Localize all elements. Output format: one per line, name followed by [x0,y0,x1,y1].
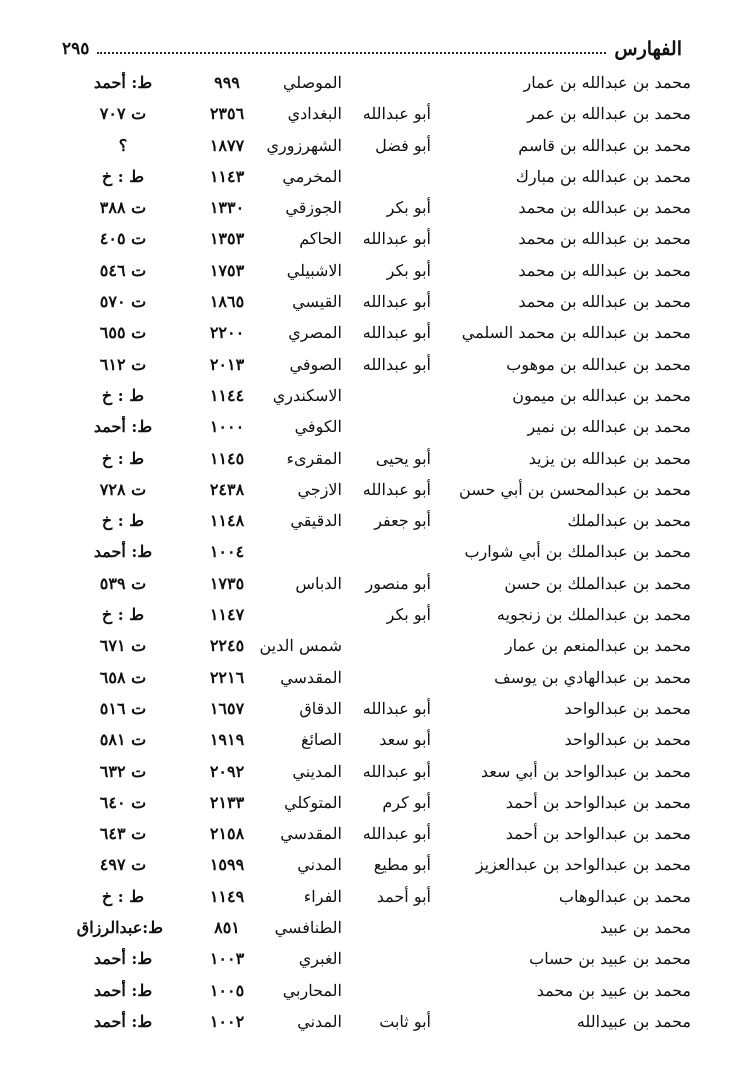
table-row [0,1009,743,1040]
entry-nisba: الطنافسي [274,918,342,938]
entry-nisba: المقدسي [280,667,342,687]
entry-nisba: الجوزقي [285,198,342,218]
entry-note: ط : خ [101,605,145,625]
entry-note: ت ٤٩٧ [99,855,147,875]
entry-note: ت ٤٠٥ [99,229,147,249]
entry-note: ط : خ [101,511,145,531]
table-row [0,195,743,226]
table-row [0,696,743,727]
entry-name: محمد بن عبدالمنعم بن عمار [504,636,691,656]
entry-name: محمد بن عبدالله بن محمد السلمي [461,323,691,343]
entry-kunya: أبو عبدالله [362,354,431,374]
entry-number: ٢٣٥٦ [209,104,245,124]
page-header [62,36,682,62]
table-row [0,915,743,946]
entry-note: ت ٥٤٦ [99,260,147,280]
entry-kunya: أبو ثابت [379,1011,431,1031]
entry-kunya: أبو عبدالله [362,698,431,718]
entry-kunya: أبو يحيى [375,448,431,468]
table-row [0,226,743,257]
entry-number: ١١٤٧ [209,605,245,625]
entry-kunya: أبو عبدالله [362,104,431,124]
entry-note: ط: أحمد [93,542,153,562]
entry-nisba: الدقيقي [290,511,342,531]
entry-note: ت ٥٣٩ [99,573,147,593]
entry-note: ط: أحمد [93,980,153,1000]
entry-note: ط : خ [101,166,145,186]
entry-kunya: أبو كرم [382,792,431,812]
dotted-leader [97,52,606,54]
entry-note: ت ٣٨٨ [99,198,147,218]
table-row [0,508,743,539]
entry-nisba: الاشبيلي [286,260,342,280]
entry-note: ط: أحمد [93,417,153,437]
entry-number: ١٣٥٣ [209,229,245,249]
entry-name: محمد بن عبدالملك بن حسن [504,573,691,593]
entry-name: محمد بن عبيد بن محمد [536,980,691,1000]
entry-number: ٩٩٩ [214,73,240,92]
table-row [0,352,743,383]
entry-note: ت ٥١٦ [99,698,147,718]
entry-nisba: الموصلي [282,73,342,92]
entry-nisba: الشهرزوري [266,135,342,155]
table-row [0,164,743,195]
entry-name: محمد بن عبدالملك [567,511,691,531]
entry-note: ط : خ [101,448,145,468]
entry-note: ؟ [118,135,128,155]
table-row [0,790,743,821]
entry-number: ٢٤٣٨ [209,479,245,499]
table-row [0,978,743,1009]
entry-number: ٢١٥٨ [209,824,245,844]
entry-number: ١٠٠٥ [209,980,245,1000]
entry-kunya: أبو بكر [386,605,431,625]
entry-nisba: المقدسي [280,824,342,844]
entry-number: ١١٤٩ [209,886,245,906]
entry-number: ٢٢٤٥ [209,636,245,656]
entry-kunya: أبو عبدالله [362,323,431,343]
entry-kunya: أبو منصور [365,573,431,593]
entry-note: ت ٦٥٨ [99,667,147,687]
entry-kunya: أبو عبدالله [362,229,431,249]
entry-nisba: الدباس [295,573,342,593]
entry-name: محمد بن عبدالمحسن بن أبي حسن [459,479,691,499]
entry-name: محمد بن عبيد بن حساب [529,949,691,969]
entry-name: محمد بن عبدالله بن ميمون [512,385,691,405]
entry-name: محمد بن عبدالواحد بن أحمد [505,792,691,812]
entry-nisba: المدني [297,1011,342,1031]
entry-kunya: أبو عبدالله [362,824,431,844]
entry-note: ت ٦٤٣ [99,824,147,844]
entry-number: ٨٥١ [214,918,240,938]
entry-number: ١٩١٩ [209,730,245,750]
entry-name: محمد بن عبدالله بن محمد [518,260,691,280]
table-row [0,101,743,132]
entry-nisba: الاسكندري [272,385,342,405]
table-row [0,759,743,790]
entry-number: ٢١٣٣ [209,792,245,812]
entry-number: ١٨٧٧ [209,135,245,155]
entry-number: ١٠٠٣ [209,949,245,969]
entry-name: محمد بن عبيدالله [576,1011,691,1031]
entry-name: محمد بن عبدالله بن محمد [518,292,691,312]
entry-number: ١١٤٨ [209,511,245,531]
entry-nisba: المتوكلي [284,792,342,812]
index-table [0,70,743,1040]
entry-nisba: المدني [297,855,342,875]
page-title: الفهارس [614,38,682,60]
table-row [0,258,743,289]
entry-note: ت ٦٧١ [99,636,147,656]
entry-note: ت ٧٢٨ [99,479,147,499]
entry-nisba: الدقاق [299,698,342,718]
entry-name: محمد بن عبدالوهاب [558,886,691,906]
entry-name: محمد بن عبدالملك بن أبي شوارب [464,542,691,562]
entry-name: محمد بن عبدالله بن قاسم [518,135,691,155]
entry-number: ١٣٣٠ [209,198,245,218]
entry-nisba: المقرىء [286,448,342,468]
entry-note: ت ٦٥٥ [99,323,147,343]
entry-name: محمد بن عبدالهادي بن يوسف [494,667,691,687]
entry-note: ت ٥٨١ [99,730,147,750]
entry-nisba: الفراء [303,886,342,906]
entry-name: محمد بن عبدالله بن محمد [518,198,691,218]
entry-nisba: القيسي [292,292,342,312]
table-row [0,665,743,696]
entry-number: ٢٢١٦ [209,667,245,687]
entry-name: محمد بن عبدالله بن نمير [527,417,691,437]
entry-kunya: أبو أحمد [376,886,431,906]
entry-name: محمد بن عبدالواحد بن أبي سعد [480,761,691,781]
entry-note: ط : خ [101,385,145,405]
entry-kunya: أبو مطيع [373,855,431,875]
table-row [0,477,743,508]
entry-name: محمد بن عبدالله بن موهوب [506,354,691,374]
entry-number: ١١٤٥ [209,448,245,468]
entry-number: ١٧٣٥ [209,573,245,593]
table-row [0,289,743,320]
entry-nisba: الصائغ [300,730,342,750]
entry-note: ط : خ [101,886,145,906]
entry-nisba: المخرمي [282,166,342,186]
entry-note: ط: أحمد [93,949,153,969]
entry-name: محمد بن عبدالله بن عمر [527,104,691,124]
entry-kunya: أبو عبدالله [362,292,431,312]
entry-kunya: أبو جعفر [374,511,431,531]
entry-number: ٢٠١٣ [209,354,245,374]
table-row [0,633,743,664]
entry-number: ١١٤٤ [209,385,245,405]
entry-number: ١١٤٣ [209,166,245,186]
entry-nisba: شمس الدين [259,636,342,656]
entry-name: محمد بن عبدالله بن عمار [523,73,691,92]
table-row [0,571,743,602]
table-row [0,414,743,445]
entry-nisba: الكوفي [294,417,342,437]
entry-kunya: أبو بكر [386,260,431,280]
table-row [0,727,743,758]
entry-number: ٢٢٠٠ [209,323,245,343]
entry-note: ت ٦١٢ [99,354,147,374]
entry-kunya: أبو عبدالله [362,479,431,499]
entry-nisba: المديني [292,761,342,781]
entry-note: ت ٥٧٠ [99,292,147,312]
entry-kunya: أبو فضل [375,135,431,155]
table-row [0,446,743,477]
table-row [0,539,743,570]
entry-nisba: الصوفي [289,354,342,374]
entry-name: محمد بن عبدالواحد بن أحمد [505,824,691,844]
entry-note: ط: أحمد [93,73,153,92]
entry-kunya: أبو بكر [386,198,431,218]
table-row [0,133,743,164]
entry-number: ١٨٦٥ [209,292,245,312]
entry-number: ١٠٠٠ [209,417,245,437]
table-row [0,852,743,883]
entry-nisba: المصري [288,323,342,343]
table-row [0,320,743,351]
entry-nisba: الحاكم [299,229,342,249]
entry-kunya: أبو عبدالله [362,761,431,781]
table-row [0,70,743,101]
table-row [0,946,743,977]
entry-nisba: الازجي [297,479,342,499]
entry-number: ١٠٠٤ [209,542,245,562]
entry-number: ١٥٩٩ [209,855,245,875]
table-row [0,383,743,414]
entry-name: محمد بن عبدالله بن يزيد [528,448,691,468]
entry-name: محمد بن عبدالملك بن زنجويه [496,605,691,625]
entry-number: ١٧٥٣ [209,260,245,280]
entry-nisba: البغدادي [287,104,342,124]
entry-note: ط:عبدالرزاق [76,918,163,938]
entry-name: محمد بن عبدالواحد بن عبدالعزيز [475,855,691,875]
page-number: ٢٩٥ [62,39,90,59]
entry-name: محمد بن عبدالواحد [564,698,691,718]
entry-nisba: الغبري [298,949,342,969]
entry-note: ت ٦٣٢ [99,761,147,781]
entry-name: محمد بن عبدالله بن مبارك [515,166,691,186]
entry-note: ط: أحمد [93,1011,153,1031]
table-row [0,602,743,633]
entry-note: ت ٧٠٧ [99,104,147,124]
table-row [0,884,743,915]
entry-name: محمد بن عبدالواحد [564,730,691,750]
entry-note: ت ٦٤٠ [99,792,147,812]
entry-number: ١٦٥٧ [209,698,245,718]
entry-kunya: أبو سعد [379,730,431,750]
table-row [0,821,743,852]
entry-name: محمد بن عبيد [600,918,691,938]
entry-nisba: المحاربي [282,980,342,1000]
entry-number: ٢٠٩٢ [209,761,245,781]
entry-number: ١٠٠٢ [209,1011,245,1031]
entry-name: محمد بن عبدالله بن محمد [518,229,691,249]
